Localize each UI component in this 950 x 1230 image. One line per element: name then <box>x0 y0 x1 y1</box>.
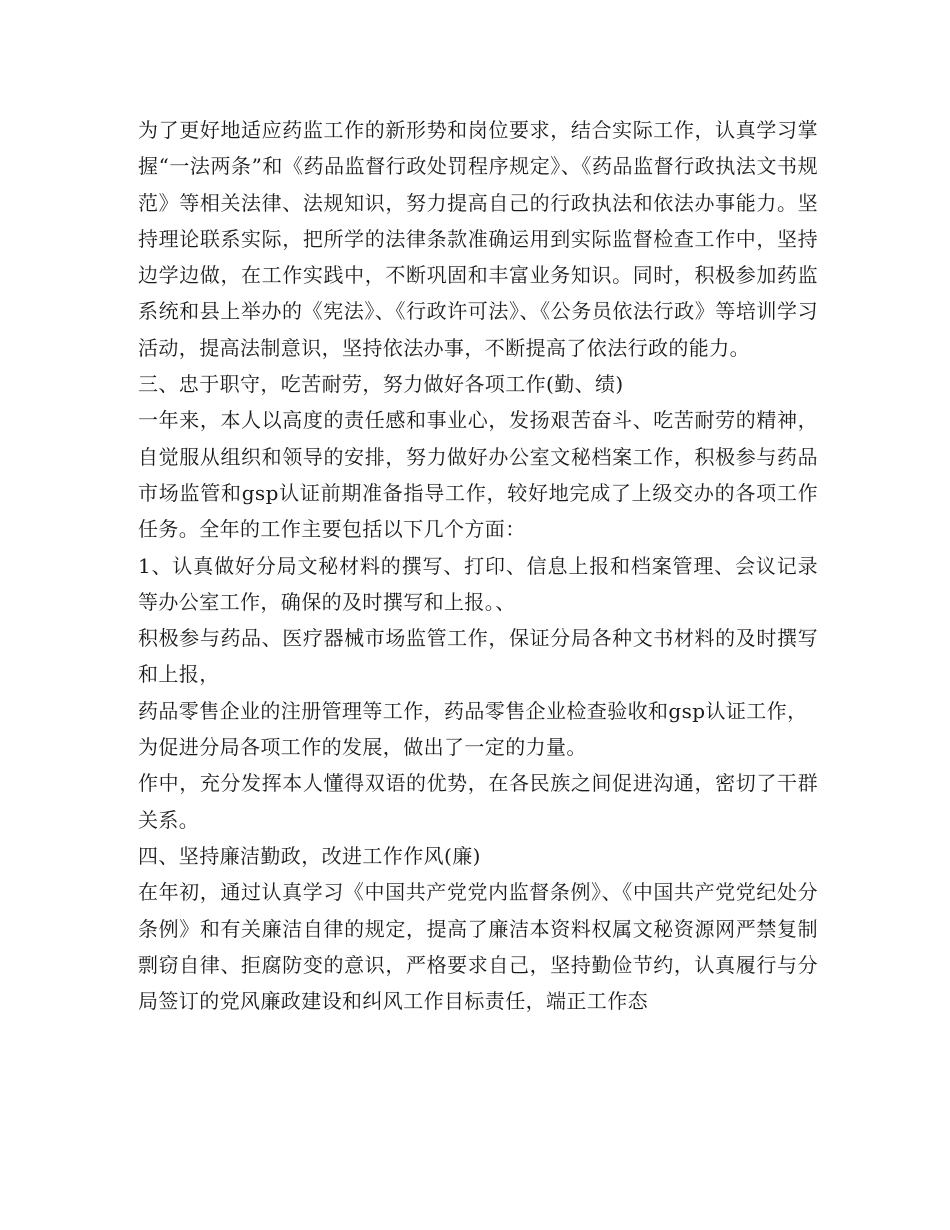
paragraph-item-1: 1、认真做好分局文秘材料的撰写、打印、信息上报和档案管理、会议记录等办公室工作，确保的及时撰写和上报。、 <box>138 553 818 614</box>
paragraph-bilingual: 作中，充分发挥本人懂得双语的优势，在各民族之间促进沟通，密切了干群关系。 <box>138 771 818 832</box>
paragraph-retail-registration: 药品零售企业的注册管理等工作，药品零售企业检查验收和gsp认证工作， <box>138 698 808 723</box>
paragraph-market-supervision: 积极参与药品、医疗器械市场监管工作，保证分局各种文书材料的及时撰写和上报， <box>138 626 818 687</box>
section-heading-integrity: 四、坚持廉洁勤政，改进工作作风(廉) <box>138 843 481 868</box>
document-body <box>138 112 818 1019</box>
paragraph-year-summary: 一年来，本人以高度的责任感和事业心，发扬艰苦奋斗、吃苦耐劳的精神，自觉服从组织和领导的安排，努力做好办公室文秘档案工作，积极参与药品市场监管和gsp认证前期准备指导工作，较好地完成了上级交办的各项工作任务。全年的工作主要包括以下几个方面： <box>138 408 818 542</box>
paragraph-contribution: 为促进分局各项工作的发展，做出了一定的力量。 <box>138 735 587 760</box>
paragraph-legal-study: 为了更好地适应药监工作的新形势和岗位要求，结合实际工作，认真学习掌握“一法两条”和《药品监督行政处罚程序规定》、《药品监督行政执法文书规范》等相关法律、法规知识，努力提高自己的行政执法和依法办事能力。坚持理论联系实际，把所学的法律条款准确运用到实际监督检查工作中，坚持边学边做，在工作实践中，不断巩固和丰富业务知识。同时，积极参加药监系统和县上举办的《宪法》、《行政许可法》、《公务员依法行政》等培训学习活动，提高法制意识，坚持依法办事，不断提高了依法行政的能力。 <box>138 118 818 360</box>
section-heading-diligence: 三、忠于职守，吃苦耐劳，努力做好各项工作(勤、绩) <box>138 372 624 397</box>
paragraph-integrity-study: 在年初，通过认真学习《中国共产党党内监督条例》、《中国共产党党纪处分条例》和有关廉洁自律的规定，提高了廉洁本资料权属文秘资源网严禁复制剽窃自律、拒腐防变的意识，严格要求自己，坚持勤俭节约，认真履行与分局签订的党风廉政建设和纠风工作目标责任，端正工作态 <box>138 880 818 1014</box>
